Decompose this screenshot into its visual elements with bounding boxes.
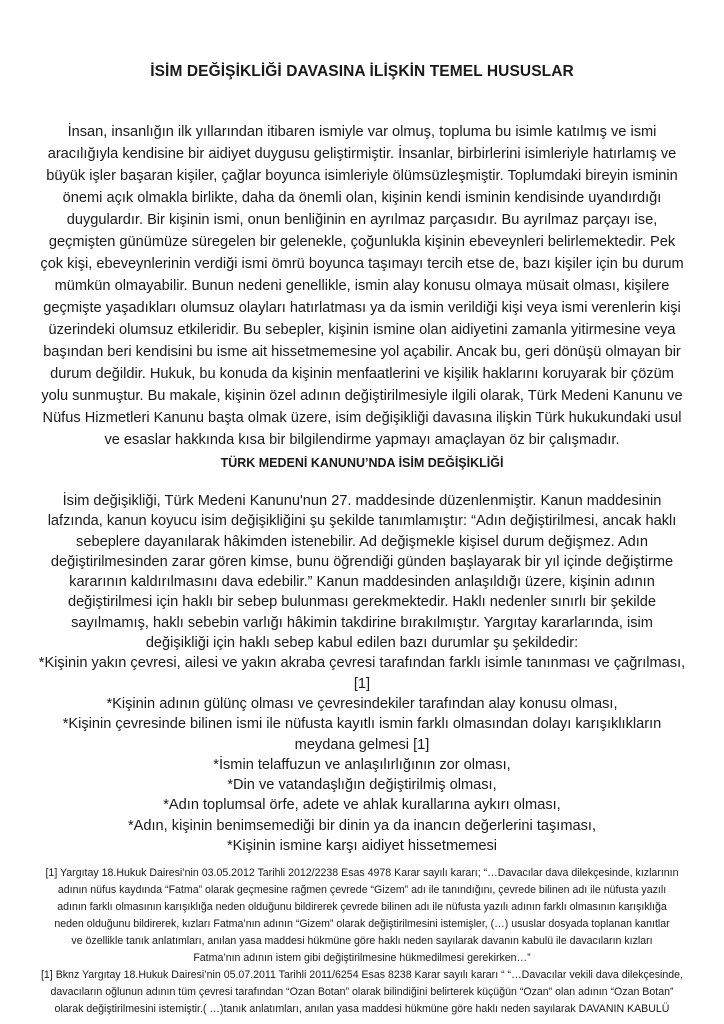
text-line: ve esaslar hakkında kısa bir bilgilendirme yapmayı amaçlayan öz bir çalışmadır. xyxy=(104,432,620,448)
text-line: aracılığıyla kendisine bir aidiyet duygusu geliştirmiştir. İnsanlar, birbirlerini isimleriyle hatırlamış ve xyxy=(47,146,677,162)
text-line: *Kişinin yakın çevresi, ailesi ve yakın akraba çevresi tarafından farklı isimle tanınması ve çağrılması, xyxy=(38,655,686,672)
text-line: sayılmamış, haklı sebebin varlığı hâkimin takdirine bırakılmıştır. Yargıtay kararlarında, isim xyxy=(71,614,653,631)
text-line: önemi açık olmakla birlikte, daha da önemli olan, kişinin kendi isminin kendisinde uyandırdığı xyxy=(62,190,662,206)
text-line: Fatma’nın adının istem gibi değiştirilmesine hükmedilmesi gerekirken…” xyxy=(193,952,531,965)
text-line: *İsmin telaffuzun ve anlaşılırlığının zor olması, xyxy=(213,756,511,773)
text-line: *Adın toplumsal örfe, adete ve ahlak kurallarına aykırı olması, xyxy=(163,797,561,814)
text-line: meydana gelmesi [1] xyxy=(294,736,430,753)
text-line: adının nüfus kaydında “Fatma” olarak geçmesine rağmen çevrede “Gizem” adı ile tanındığını, çevrede bilinen adı ile nüfusta yazılı xyxy=(57,884,667,897)
footnotes xyxy=(0,865,724,1018)
document-title: İSİM DEĞİŞİKLİĞİ DAVASINA İLİŞKİN TEMEL HUSUSLAR xyxy=(150,63,574,80)
text-line: [1] Bknz Yargıtay 18.Hukuk Dairesi’nin 05.07.2011 Tarihli 2011/6254 Esas 8238 Karar sayılı kararı “ “…Davacılar vekili dava dilekçesinde, xyxy=(40,969,684,982)
section-paragraph xyxy=(0,491,724,856)
text-line: *Kişinin adının gülünç olması ve çevresindekiler tarafından alay konusu olması, xyxy=(106,695,618,712)
text-line: değiştirilmesi için haklı bir sebep bulunması gerekmektedir. Haklı nedenler sınırlı bir şekilde xyxy=(67,594,657,611)
text-line: Nüfus Hizmetleri Kanunu başta olmak üzere, isim değişikliği davasına ilişkin Türk hukukundaki usul xyxy=(42,410,682,426)
section-heading: TÜRK MEDENİ KANUNU’NDA İSİM DEĞİŞİKLİĞİ xyxy=(220,456,504,470)
text-line: yolu sunmuştur. Bu makale, kişinin özel adının değiştirilmesiyle ilgili olarak, Türk Medeni Kanunu ve xyxy=(41,388,683,404)
intro-paragraph xyxy=(0,121,724,451)
text-line: üzerindeki olumsuz etkileridir. Bu sebepler, kişinin ismine olan aidiyetini zamanla yitirmesine veya xyxy=(48,322,676,338)
text-line: ve özellikle tanık anlatımları, anılan yasa maddesi hükmüne göre haklı neden sayılarak davanın kabulü ile davacıların kızları xyxy=(71,935,653,948)
text-line: mümkün olmayabilir. Bunun nedeni genellikle, ismin alay konusu olmaya müsait olması, kişilere xyxy=(54,278,670,294)
text-line: [1] xyxy=(353,675,371,692)
text-line: geçmişte yaşadıkları olumsuz olayları hatırlatması ya da ismin verildiği kişi veya ismi verenlerin kişi xyxy=(43,300,681,316)
text-line: büyük işler başaran kişiler, çağlar boyunca isimleriyle ölümsüzleşmiştir. Toplumdaki bireyin isminin xyxy=(46,168,678,184)
text-line: İnsan, insanlığın ilk yıllarından itibaren ismiyle var olmuş, topluma bu isimle katılmış ve ismi xyxy=(67,124,657,140)
text-line: adının farklı olmasının karışıklığa neden olduğunu bildirerek çevrede bilinen adı ile nüfusta yazılı adının farklı olmasının karışıklığa xyxy=(57,901,667,914)
text-line: değişikliği için haklı sebep kabul edilen bazı durumlar şu şekildedir: xyxy=(145,635,579,652)
text-line: geçmişten günümüze süregelen bir gelenekle, çoğunlukla kişinin ebeveynleri belirlemektedir. Pek xyxy=(48,234,676,250)
text-line: başından beri kendisini bu isme ait hissetmemesine yol açabilir. Ancak bu, geri dönüşü olmayan bir xyxy=(43,344,681,360)
text-line: *Kişinin çevresinde bilinen ismi ile nüfusta kayıtlı ismin farklı olmasından dolayı karışıklıkların xyxy=(62,716,662,733)
text-line: lafzında, kanun koyucu isim değişikliğini şu şekilde tanımlamıştır: “Adın değiştirilmesi, ancak haklı xyxy=(47,513,677,530)
text-line: [1] Yargıtay 18.Hukuk Dairesi’nin 03.05.2012 Tarihli 2012/2238 Esas 4978 Karar sayılı kararı; “…Davacılar dava dilekçesinde, kızlarının xyxy=(45,867,679,880)
text-line: neden olduğunu bildirerek, kızları Fatma’nın adının “Gizem” olarak değiştirilmesini istemişler, (…) ususlar dosyada toplanan kanıtlar xyxy=(54,918,670,931)
text-line: *Kişinin ismine karşı aidiyet hissetmemesi xyxy=(226,838,498,855)
text-line: çok kişi, ebeveynlerinin verdiği ismi ömrü boyunca taşımayı tercih etse de, bazı kişiler için bu durum xyxy=(40,256,684,272)
text-line: kararının kaldırılmasını dava edebilir.” Kanun maddesinden anlaşıldığı üzere, kişinin adının xyxy=(69,574,655,591)
text-line: İsim değişikliği, Türk Medeni Kanunu'nun 27. maddesinde düzenlenmiştir. Kanun maddesinin xyxy=(62,493,662,509)
text-line: durum değildir. Hukuk, bu konuda da kişinin menfaatlerini ve kişilik haklarını koruyarak bir çözüm xyxy=(50,366,674,382)
text-line: olarak değiştirilmesini istemiştir.( …)tanık anlatımları, anılan yasa maddesi hükmüne göre haklı neden sayılarak DAVANIN KABULÜ xyxy=(54,1003,670,1016)
text-line: *Din ve vatandaşlığın değiştirilmiş olması, xyxy=(227,777,497,794)
text-line: davacıların oğlunun adının tüm çevresi tarafından “Ozan Botan” olarak bilindiğini belirterek küçüğün “Ozan” olan adının “Ozan Botan” xyxy=(50,986,674,999)
text-line: değiştirilmesinden zarar gören kimse, bunu öğrendiği günden başlayarak bir yıl içinde değiştirme xyxy=(50,553,674,570)
text-line: *Adın, kişinin benimsemediği bir dinin ya da inancın değerlerini taşıması, xyxy=(127,817,597,834)
text-line: duygulardır. Bir kişinin ismi, onun benliğinin en ayrılmaz parçasıdır. Bu ayrılmaz parçayı ise, xyxy=(66,212,658,228)
text-line: sebeplere dayanılarak hâkimden istenebilir. Ad değişmekle kişisel durum değişmez. Adın xyxy=(76,533,648,550)
